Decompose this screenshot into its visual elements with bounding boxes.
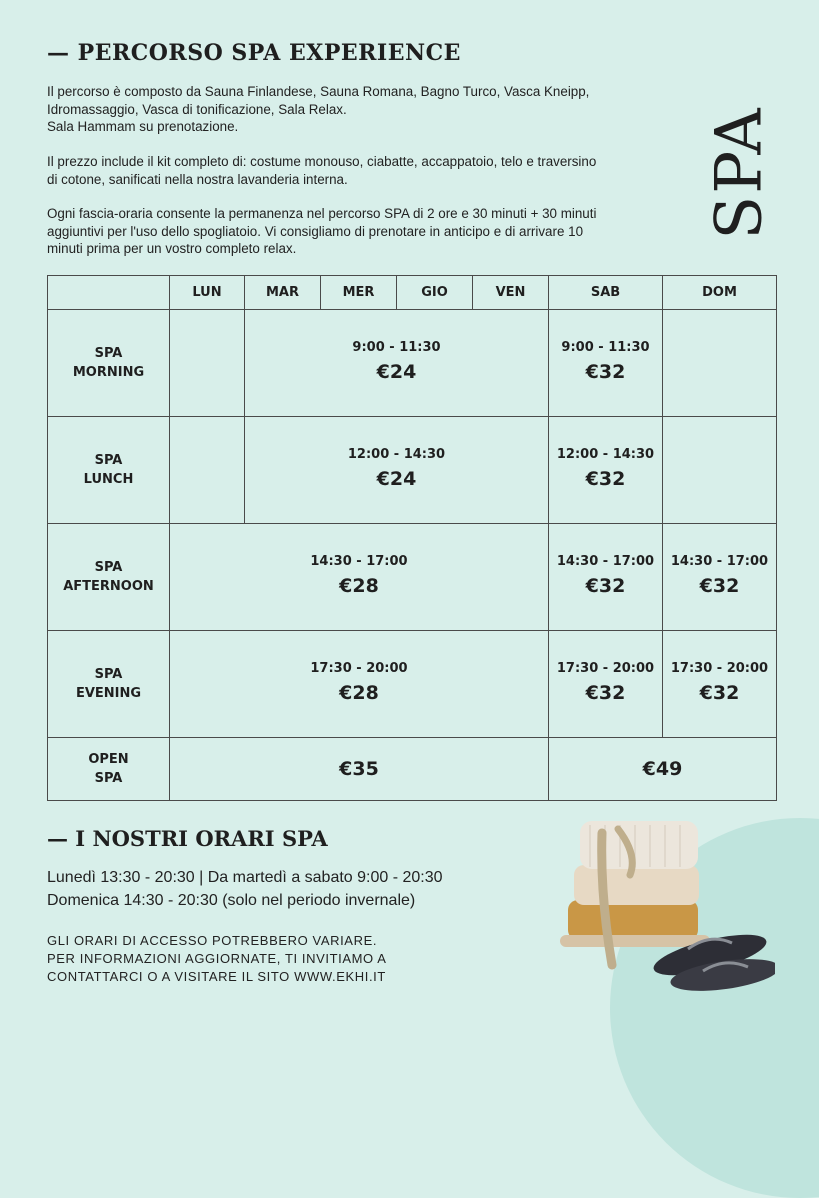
notice-line: CONTATTARCI O A VISITARE IL SITO WWW.EKHI.IT <box>47 969 386 984</box>
row-label <box>48 524 170 631</box>
intro-line: aggiuntivi per l'uso dello spogliatoio. Vi consigliamo di prenotare in anticipo e di arrivare 10 <box>47 223 584 239</box>
weekday-slot-cell <box>170 631 549 738</box>
weekday-slot-cell <box>170 524 549 631</box>
intro-line: minuti prima per un vostro completo relax. <box>47 241 297 256</box>
table-row-morning <box>48 310 777 417</box>
slot-time: 14:30 - 17:00 <box>556 554 655 569</box>
sunday-slot-cell <box>663 524 777 631</box>
intro-line: Il percorso è composto da Sauna Finlandese, Sauna Romana, Bagno Turco, Vasca Kneipp, <box>47 84 590 99</box>
row-label-line: SPA <box>94 771 123 786</box>
table-row-lunch <box>48 417 777 524</box>
slot-time: 12:00 - 14:30 <box>556 447 655 462</box>
empty-cell <box>663 310 777 417</box>
empty-cell <box>170 310 245 417</box>
slot-price: €32 <box>585 468 626 490</box>
slot-time: 17:30 - 20:00 <box>310 661 408 676</box>
row-label <box>48 310 170 417</box>
day-header: DOM <box>663 276 777 310</box>
intro-line: Ogni fascia-oraria consente la permanenza nel percorso SPA di 2 ore e 30 minuti + 30 minuti <box>47 206 597 221</box>
day-header: SAB <box>549 276 663 310</box>
slot-time: 14:30 - 17:00 <box>670 554 769 569</box>
notice-line: GLI ORARI DI ACCESSO POTREBBERO VARIARE. <box>47 933 378 948</box>
saturday-slot-cell <box>549 310 663 417</box>
slot-price: €24 <box>376 361 417 383</box>
slot-price: €32 <box>585 682 626 704</box>
slot-time: 17:30 - 20:00 <box>670 661 769 676</box>
slot-time: 14:30 - 17:00 <box>310 554 408 569</box>
slot-price: €24 <box>376 468 417 490</box>
saturday-slot-cell <box>549 524 663 631</box>
hours-title: — I NOSTRI ORARI SPA <box>47 826 328 851</box>
row-label-line: SPA <box>94 560 123 575</box>
intro-line: Sala Hammam su prenotazione. <box>47 119 239 134</box>
slot-time: 17:30 - 20:00 <box>556 661 655 676</box>
table-row-evening <box>48 631 777 738</box>
page-title: — PERCORSO SPA EXPERIENCE <box>47 40 461 66</box>
intro-paragraph-3 <box>47 205 687 258</box>
slot-price: €28 <box>339 682 379 704</box>
saturday-slot-cell <box>549 417 663 524</box>
day-header: GIO <box>397 276 473 310</box>
intro-paragraph-2 <box>47 153 687 188</box>
empty-cell <box>170 417 245 524</box>
corner-cell <box>48 276 170 310</box>
intro-paragraph-1 <box>47 83 687 136</box>
side-title-text: SPA <box>703 106 777 240</box>
towel-shape <box>568 900 698 940</box>
open-weekday-price: €35 <box>170 738 549 801</box>
table-row-open-spa <box>48 738 777 801</box>
hours-line: Domenica 14:30 - 20:30 (solo nel periodo invernale) <box>47 892 416 909</box>
notice-text <box>47 932 387 986</box>
schedule-table <box>47 275 777 801</box>
slot-price: €32 <box>585 575 626 597</box>
table-row-afternoon <box>48 524 777 631</box>
day-header: MAR <box>245 276 321 310</box>
towel-shape <box>560 935 710 947</box>
row-label-line: LUNCH <box>83 472 134 487</box>
row-label-line: AFTERNOON <box>63 579 154 594</box>
day-header: VEN <box>473 276 549 310</box>
row-label-line: EVENING <box>75 686 142 701</box>
slot-time: 12:00 - 14:30 <box>347 447 446 462</box>
empty-cell <box>663 417 777 524</box>
day-header: MER <box>321 276 397 310</box>
open-weekend-price: €49 <box>549 738 777 801</box>
slot-price: €32 <box>699 575 740 597</box>
slot-time: 9:00 - 11:30 <box>561 340 650 355</box>
row-label <box>48 738 170 801</box>
row-label-line: MORNING <box>72 365 145 380</box>
slot-price: €32 <box>585 361 626 383</box>
row-label-line: SPA <box>94 667 123 682</box>
sunday-slot-cell <box>663 631 777 738</box>
weekday-slot-cell <box>245 417 549 524</box>
towels-and-flip-flops-photo <box>560 815 775 995</box>
hours-line: Lunedì 13:30 - 20:30 | Da martedì a sabato 9:00 - 20:30 <box>47 869 443 886</box>
row-label-line: OPEN <box>88 752 129 767</box>
row-label-line: SPA <box>94 346 123 361</box>
intro-line: Idromassaggio, Vasca di tonificazione, Sala Relax. <box>47 101 347 117</box>
row-label <box>48 417 170 524</box>
table-header-row <box>48 276 777 310</box>
intro-line: di cotone, sanificati nella nostra lavanderia interna. <box>47 171 348 187</box>
row-label-line: SPA <box>94 453 123 468</box>
slot-price: €32 <box>699 682 740 704</box>
row-label <box>48 631 170 738</box>
saturday-slot-cell <box>549 631 663 738</box>
day-header: LUN <box>170 276 245 310</box>
side-title <box>700 92 780 254</box>
towel-shape <box>574 865 699 905</box>
slot-time: 9:00 - 11:30 <box>352 340 441 355</box>
weekday-slot-cell <box>245 310 549 417</box>
notice-line: PER INFORMAZIONI AGGIORNATE, TI INVITIAMO A <box>47 951 387 966</box>
intro-line: Il prezzo include il kit completo di: costume monouso, ciabatte, accappatoio, telo e traversino <box>47 154 597 169</box>
opening-hours <box>47 866 443 912</box>
slot-price: €28 <box>339 575 379 597</box>
